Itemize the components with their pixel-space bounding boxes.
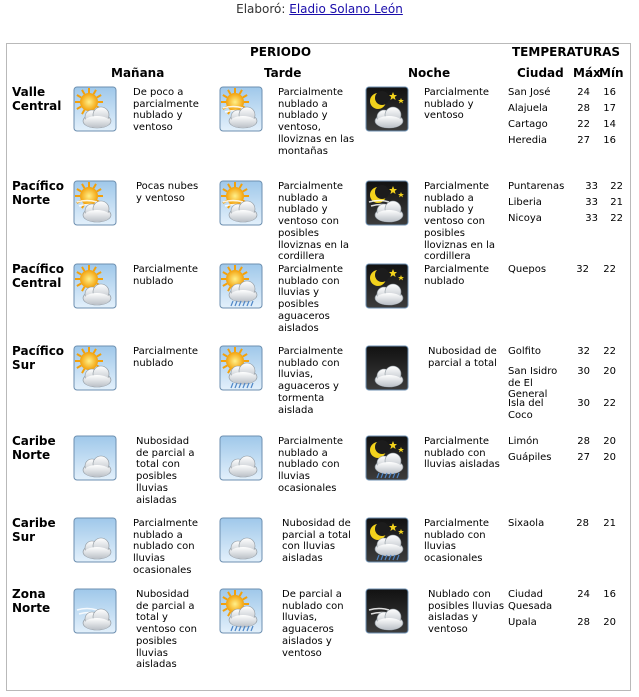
- min-temp: 22: [603, 264, 616, 275]
- min-temp: 20: [603, 452, 616, 463]
- night-cloud-icon: [365, 345, 409, 391]
- sun-cloud-icon: [73, 345, 117, 391]
- manana-header: Mañana: [111, 66, 165, 80]
- max-temp: 27: [577, 452, 590, 463]
- city-name: San José: [508, 87, 551, 98]
- min-temp: 20: [603, 436, 616, 447]
- min-temp: 16: [603, 589, 616, 600]
- noche-forecast-text: Parcialmente nublado con lluvias aisladas: [424, 436, 500, 471]
- max-temp: 33: [585, 181, 598, 192]
- cloud-icon: [73, 517, 117, 563]
- max-temp: 28: [577, 617, 590, 628]
- city-name: Cartago: [508, 119, 548, 130]
- city-name: Isla del Coco: [508, 398, 544, 421]
- min-temp: 22: [603, 346, 616, 357]
- cloud-icon: [73, 435, 117, 481]
- city-name: Liberia: [508, 197, 542, 208]
- sun-cloud-rain-icon: [219, 588, 263, 634]
- city-name: Golfito: [508, 346, 541, 357]
- noche-forecast-text: Parcialmente nublado y ventoso: [424, 87, 490, 122]
- max-temp: 28: [577, 103, 590, 114]
- max-temp: 28: [576, 518, 589, 529]
- cloud-icon: [219, 517, 263, 563]
- max-temp: 24: [577, 87, 590, 98]
- credit-label: Elaboró:: [236, 2, 286, 16]
- region-name: Pacífico Sur: [12, 344, 65, 372]
- region-name: Valle Central: [12, 85, 62, 113]
- author-link[interactable]: Eladio Solano León: [289, 2, 403, 16]
- min-temp: 20: [603, 617, 616, 628]
- min-temp: 16: [603, 87, 616, 98]
- tarde-forecast-text: Parcialmente nublado a nublado con lluvias ocasionales: [278, 436, 344, 494]
- sun-wind-icon: [73, 180, 117, 226]
- city-name: Heredia: [508, 135, 547, 146]
- manana-forecast-text: De poco a parcialmente nublado y ventoso: [133, 87, 199, 134]
- min-temp: 17: [603, 103, 616, 114]
- noche-forecast-text: Parcialmente nublado: [424, 264, 490, 287]
- sun-cloud-wind-icon: [219, 86, 263, 132]
- city-name: Guápiles: [508, 452, 552, 463]
- ciudad-header: Ciudad: [517, 66, 564, 80]
- min-temp: 21: [603, 518, 616, 529]
- tarde-forecast-text: Parcialmente nublado a nublado y ventoso con posibles lloviznas en la cordillera: [278, 181, 350, 263]
- night-cloud-wind-icon: [365, 588, 409, 634]
- manana-forecast-text: Parcialmente nublado: [133, 264, 199, 287]
- min-temp: 22: [603, 398, 616, 409]
- city-name: Alajuela: [508, 103, 548, 114]
- noche-header: Noche: [408, 66, 451, 80]
- moon-cloud-rain-icon: [365, 517, 409, 563]
- min-temp: 16: [603, 135, 616, 146]
- credit-line: [0, 2, 639, 16]
- noche-forecast-text: Parcialmente nublado a nublado y ventoso con posibles lloviznas en la cordillera: [424, 181, 496, 263]
- sun-cloud-icon: [73, 263, 117, 309]
- city-name: Quepos: [508, 264, 547, 275]
- sun-cloud-icon: [73, 86, 117, 132]
- max-temp: 30: [577, 366, 590, 377]
- moon-cloud-icon: [365, 263, 409, 309]
- manana-forecast-text: Nubosidad de parcial a total y ventoso con posibles lluvias aisladas: [136, 589, 197, 671]
- moon-cloud-rain-icon: [365, 435, 409, 481]
- max-temp: 22: [577, 119, 590, 130]
- manana-forecast-text: Nubosidad de parcial a total con posibles lluvias aisladas: [136, 436, 195, 506]
- noche-forecast-text: Nublado con posibles lluvias aisladas y ventoso: [428, 589, 505, 636]
- min-temp: 22: [610, 181, 623, 192]
- tarde-forecast-text: Parcialmente nublado a nublado y ventoso, lloviznas en las montañas: [278, 87, 355, 157]
- city-name: Ciudad Quesada: [508, 589, 553, 612]
- manana-forecast-text: Pocas nubes y ventoso: [136, 181, 199, 204]
- max-header: Máx: [573, 66, 601, 80]
- sun-cloud-wind-icon: [219, 180, 263, 226]
- max-temp: 32: [576, 264, 589, 275]
- min-temp: 14: [603, 119, 616, 130]
- cloud-icon: [219, 435, 263, 481]
- region-name: Pacífico Norte: [12, 179, 65, 207]
- moon-cloud-icon: [365, 86, 409, 132]
- manana-forecast-text: Parcialmente nublado a nublado con lluvias ocasionales: [133, 518, 199, 576]
- city-name: San Isidro de El General: [508, 366, 558, 401]
- region-name: Zona Norte: [12, 587, 51, 615]
- city-name: Nicoya: [508, 213, 542, 224]
- max-temp: 30: [577, 398, 590, 409]
- tarde-forecast-text: Parcialmente nublado con lluvias, aguaceros y tormenta aislada: [278, 346, 344, 416]
- min-temp: 21: [610, 197, 623, 208]
- city-name: Sixaola: [508, 518, 545, 529]
- tarde-header: Tarde: [264, 66, 302, 80]
- city-name: Limón: [508, 436, 539, 447]
- city-name: Upala: [508, 617, 537, 628]
- tarde-forecast-text: De parcial a nublado con lluvias, aguaceros aislados y ventoso: [282, 589, 344, 659]
- city-name: Puntarenas: [508, 181, 565, 192]
- tarde-forecast-text: Parcialmente nublado con lluvias y posibles aguaceros aislados: [278, 264, 344, 334]
- tarde-forecast-text: Nubosidad de parcial a total con lluvias aisladas: [282, 518, 351, 565]
- max-temp: 33: [585, 197, 598, 208]
- sun-cloud-rain-icon: [219, 263, 263, 309]
- min-temp: 20: [603, 366, 616, 377]
- region-name: Caribe Norte: [12, 434, 56, 462]
- max-temp: 33: [585, 213, 598, 224]
- min-header: Mín: [599, 66, 624, 80]
- region-name: Pacífico Central: [12, 262, 65, 290]
- manana-forecast-text: Parcialmente nublado: [133, 346, 199, 369]
- max-temp: 28: [577, 436, 590, 447]
- noche-forecast-text: Nubosidad de parcial a total: [428, 346, 497, 369]
- sun-cloud-rain-icon: [219, 345, 263, 391]
- periodo-header: PERIODO: [250, 45, 312, 59]
- moon-cloud-wind-icon: [365, 180, 409, 226]
- region-name: Caribe Sur: [12, 516, 56, 544]
- max-temp: 32: [577, 346, 590, 357]
- noche-forecast-text: Parcialmente nublado con lluvias ocasionales: [424, 518, 490, 565]
- min-temp: 22: [610, 213, 623, 224]
- max-temp: 24: [577, 589, 590, 600]
- temperaturas-header: TEMPERATURAS: [512, 45, 621, 59]
- cloud-wind-icon: [73, 588, 117, 634]
- max-temp: 27: [577, 135, 590, 146]
